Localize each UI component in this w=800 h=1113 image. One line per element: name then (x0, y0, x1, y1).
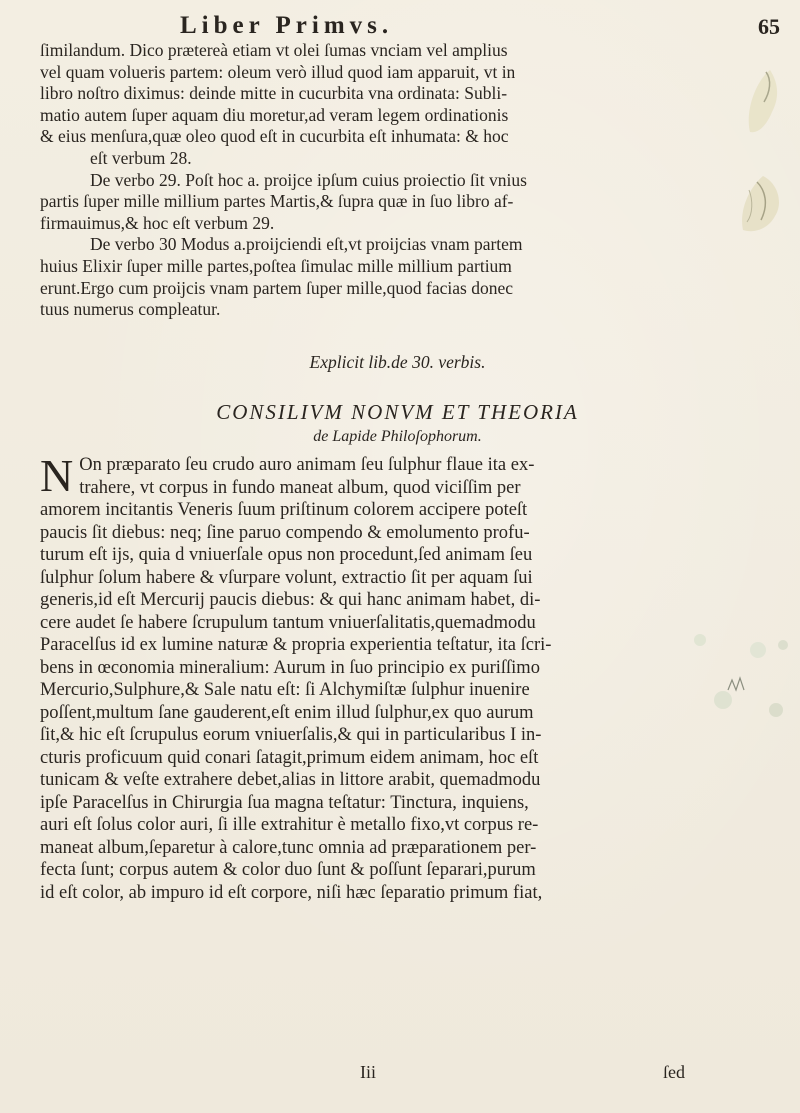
text-line: ſit,& hic eſt ſcrupulus eorum vniuerſalis,& qui in particularibus I in- (40, 725, 542, 745)
text-line: De verbo 30 Modus a.proijciendi eſt,vt proijcias vnam partem (90, 234, 523, 255)
running-head: Liber Primvs. (180, 12, 394, 39)
text-line: paucis ſit diebus: neq; ſine paruo compendo & emolumento profu- (40, 522, 530, 543)
text-line: Paracelſus id ex lumine naturæ & propria experientia teſtatur, ita ſcri- (40, 635, 552, 655)
ink-stain-icon (735, 170, 790, 240)
text-line: libro noſtro diximus: deinde mitte in cucurbita vna ordinata: Subli- (40, 83, 508, 104)
text-line: turum eſt ijs, quia d vniuerſale opus non procedunt,ſed animam ſeu (40, 545, 533, 565)
text-line: bens in œconomia mineralium: Aurum in ſuo principio ex puriſſimo (40, 657, 540, 678)
section-subtitle: de Lapide Philoſophorum. (313, 428, 482, 445)
text-line: maneat album,ſeparetur à calore,tunc omnia ad præparationem per- (40, 837, 537, 858)
text-line: id eſt color, ab impuro id eſt corpore, niſi hæc ſeparatio primum fiat, (40, 882, 543, 903)
drop-cap: N (40, 450, 74, 501)
ink-spots-icon (688, 620, 800, 730)
text-line: ſimilandum. Dico prætereà etiam vt olei ſumas vnciam vel amplius (40, 40, 508, 60)
text-line: tunicam & veſte extrahere debet,alias in littore arabit, quemadmodu (40, 770, 541, 790)
text-line: firmauimus,& hoc eſt verbum 29. (40, 212, 275, 233)
text-line: partis ſuper mille millium partes Martis,& ſupra quæ in ſuo libro af- (40, 191, 514, 212)
ink-stain-icon (740, 62, 790, 142)
text-line: fecta ſunt; corpus autem & color duo ſunt & poſſunt ſeparari,purum (40, 860, 536, 880)
text-line: De verbo 29. Poſt hoc a. proijce ipſum cuius proiectio ſit vnius (90, 169, 527, 190)
text-line: auri eſt ſolus color auri, ſi ille extrahitur è metallo fixo,vt corpus re- (40, 815, 539, 835)
text-line: cere audet ſe habere ſcrupulum tantum vniuerſalitatis,quemadmodu (40, 612, 536, 633)
explicit-line: Explicit lib.de 30. verbis. (309, 352, 486, 372)
text-line: ſulphur ſolum habere & vſurpare volunt, extractio ſit per aquam ſui (40, 567, 533, 588)
text-line: & eius menſura,quæ oleo quod eſt in cucurbita eſt inhumata: & hoc (40, 126, 509, 147)
catchword: ſed (663, 1062, 685, 1082)
text-line: ipſe Paracelſus in Chirurgia ſua magna teſtatur: Tinctura, inquiens, (40, 792, 529, 813)
text-line: tuus numerus compleatur. (40, 299, 221, 320)
page-number: 65 (758, 14, 780, 39)
section-title: CONSILIVM NONVM ET THEORIA (216, 400, 579, 424)
text-line: Mercurio,Sulphure,& Sale natu eſt: ſi Alchymiſtæ ſulphur inuenire (40, 680, 530, 700)
text-line: trahere, vt corpus in fundo maneat album, quod viciſſim per (79, 477, 521, 498)
text-line: eſt verbum 28. (90, 147, 192, 168)
text-line: huius Elixir ſuper mille partes,poſtea ſimulac mille millium partium (40, 255, 512, 276)
text-line: erunt.Ergo cum proijcis vnam partem ſuper mille,quod facias donec (40, 277, 514, 298)
signature-mark: Iii (360, 1062, 376, 1082)
page-header (90, 12, 780, 42)
text-line: cturis proficuum quid conari ſatagit,primum eidem animam, hoc eſt (40, 747, 539, 768)
text-line: generis,id eſt Mercurij paucis diebus: & qui hanc animam habet, di- (40, 590, 541, 610)
text-line: On præparato ſeu crudo auro animam ſeu ſulphur flaue ita ex- (79, 455, 535, 475)
page-footer (40, 1062, 755, 1086)
text-block-main (40, 450, 755, 904)
text-line: poſſent,multum ſane gauderent,eſt enim illud ſulphur,ex quo aurum (40, 702, 534, 723)
text-line: matio autem ſuper aquam diu moretur,ad veram legem ordinationis (40, 104, 509, 125)
text-line: vel quam volueris partem: oleum verò illud quod iam apparuit, vt in (40, 61, 516, 82)
text-line: amorem incitantis Veneris ſuum priſtinum colorem accipere poteſt (40, 500, 528, 520)
text-block-top (40, 40, 755, 321)
